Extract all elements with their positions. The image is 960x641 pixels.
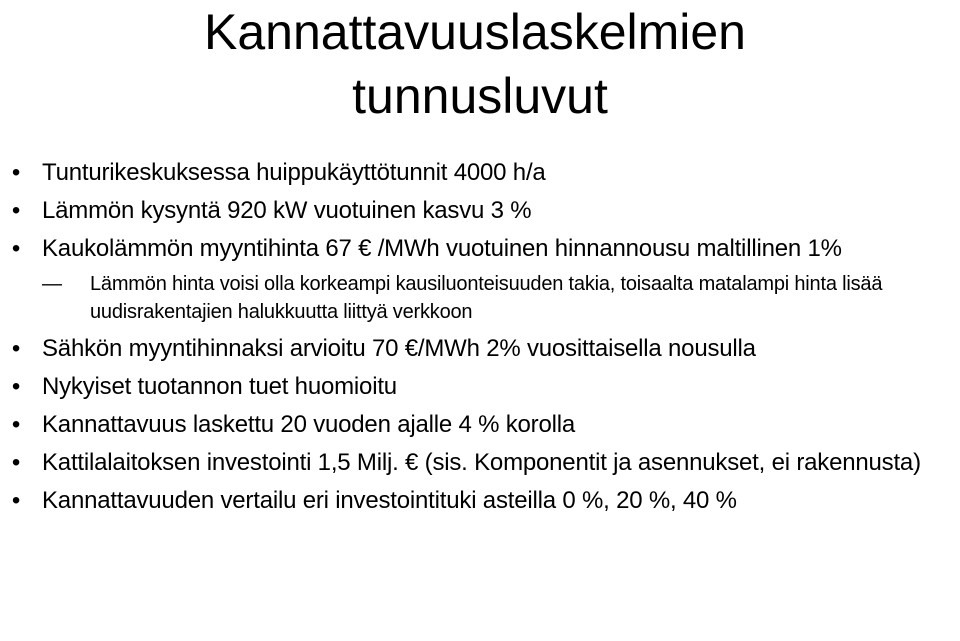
- title-line-1: Kannattavuuslaskelmien: [204, 4, 746, 60]
- bullet-dot-icon: •: [11, 373, 21, 400]
- bullet-item: [0, 234, 960, 264]
- sub-bullet-text: Lämmön hinta voisi olla korkeampi kausiluonteisuuden takia, toisaalta matalampi hinta lisää uudisrakentajien halukkuutta liittyä verkkoon: [90, 273, 883, 323]
- bullet-dot-icon: •: [11, 487, 21, 514]
- bullet-item: [0, 158, 960, 188]
- bullet-text: Kannattavuus laskettu 20 vuoden ajalle 4 % korolla: [42, 411, 576, 438]
- bullet-dot-icon: •: [11, 449, 21, 476]
- bullet-item: [0, 410, 960, 440]
- bullet-dot-icon: •: [11, 159, 21, 186]
- bullet-text: Tunturikeskuksessa huippukäyttötunnit 4000 h/a: [42, 159, 546, 186]
- title-line-2: tunnusluvut: [352, 68, 608, 124]
- bullet-dot-icon: •: [11, 335, 21, 362]
- bullet-text: Sähkön myyntihinnaksi arvioitu 70 €/MWh 2% vuosittaisella nousulla: [42, 335, 756, 362]
- bullet-item: [0, 486, 960, 516]
- bullet-text: Lämmön kysyntä 920 kW vuotuinen kasvu 3 %: [42, 197, 532, 224]
- bullet-item: [0, 334, 960, 364]
- bullet-text: Nykyiset tuotannon tuet huomioitu: [42, 373, 397, 400]
- bullet-dot-icon: •: [11, 411, 21, 438]
- slide-title: [0, 0, 960, 128]
- bullet-text: Kaukolämmön myyntihinta 67 € /MWh vuotuinen hinnannousu maltillinen 1%: [42, 235, 842, 262]
- dash-icon: —: [42, 273, 62, 295]
- sub-bullet-item: [0, 270, 960, 326]
- bullet-item: [0, 372, 960, 402]
- bullet-dot-icon: •: [11, 235, 21, 262]
- bullet-text: Kannattavuuden vertailu eri investointituki asteilla 0 %, 20 %, 40 %: [42, 487, 737, 514]
- bullet-text: Kattilalaitoksen investointi 1,5 Milj. € (sis. Komponentit ja asennukset, ei rakennusta): [42, 449, 921, 476]
- bullet-list: [0, 158, 960, 524]
- bullet-item: [0, 196, 960, 226]
- bullet-item: [0, 448, 960, 478]
- bullet-dot-icon: •: [11, 197, 21, 224]
